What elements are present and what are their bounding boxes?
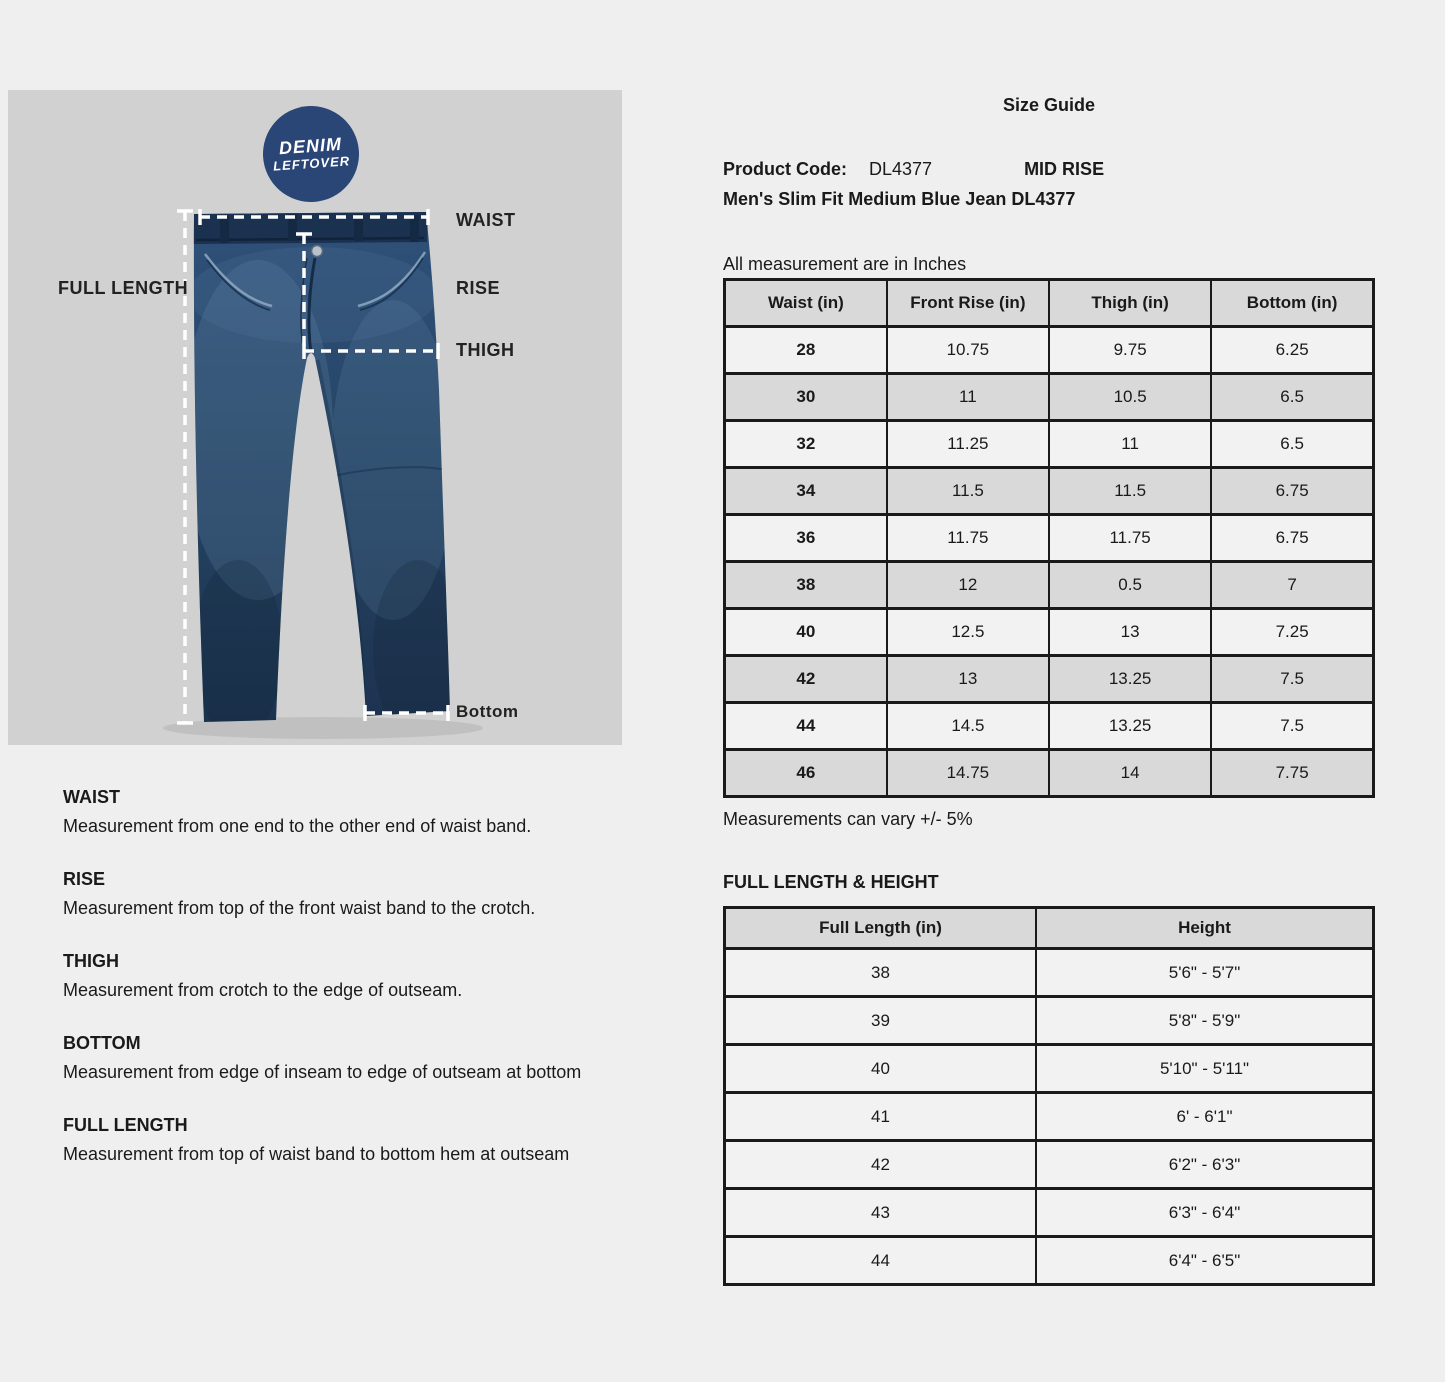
definition-term: THIGH <box>63 951 119 971</box>
table-cell: 13.25 <box>1049 703 1211 750</box>
diagram-label-rise: RISE <box>456 278 501 298</box>
table-row <box>725 1141 1374 1189</box>
table-cell: 12 <box>887 562 1049 609</box>
table-header-row <box>725 280 1374 327</box>
table-cell: 14 <box>1049 750 1211 797</box>
table-cell: 7 <box>1211 562 1373 609</box>
table-row <box>725 1093 1374 1141</box>
diagram-label-thigh: THIGH <box>456 340 515 360</box>
column-header-waist: Waist (in) <box>725 280 887 327</box>
table-cell: 41 <box>725 1093 1037 1141</box>
table-cell: 7.5 <box>1211 656 1373 703</box>
table-cell: 6.75 <box>1211 468 1373 515</box>
product-code-label: Product Code: <box>723 159 847 179</box>
table-cell: 11.5 <box>887 468 1049 515</box>
table-cell: 44 <box>725 1237 1037 1285</box>
table-cell: 14.75 <box>887 750 1049 797</box>
table-cell: 11.5 <box>1049 468 1211 515</box>
variance-note: Measurements can vary +/- 5% <box>723 809 973 829</box>
table-row <box>725 750 1374 797</box>
table-cell: 5'10" - 5'11" <box>1036 1045 1373 1093</box>
product-code-line <box>723 156 1375 182</box>
table-row <box>725 609 1374 656</box>
table-cell: 6.25 <box>1211 327 1373 374</box>
column-header-thigh: Thigh (in) <box>1049 280 1211 327</box>
page-title: Size Guide <box>1002 95 1096 115</box>
full-length-height-heading: FULL LENGTH & HEIGHT <box>723 872 939 892</box>
table-cell: 43 <box>725 1189 1037 1237</box>
table-cell: 42 <box>725 1141 1037 1189</box>
table-cell: 11.25 <box>887 421 1049 468</box>
table-cell: 5'6" - 5'7" <box>1036 949 1373 997</box>
definition-waist <box>63 784 623 842</box>
table-row <box>725 468 1374 515</box>
brand-logo-line1: DENIM <box>278 133 343 159</box>
table-cell: 44 <box>725 703 887 750</box>
column-header-full-length: Full Length (in) <box>725 908 1037 949</box>
table-cell: 6.5 <box>1211 374 1373 421</box>
table-row <box>725 1045 1374 1093</box>
diagram-label-bottom: Bottom <box>456 702 519 721</box>
table-cell: 38 <box>725 562 887 609</box>
table-cell: 6'4" - 6'5" <box>1036 1237 1373 1285</box>
rise-style-tag: MID RISE <box>1024 159 1105 179</box>
table-cell: 13.25 <box>1049 656 1211 703</box>
table-cell: 30 <box>725 374 887 421</box>
table-cell: 13 <box>887 656 1049 703</box>
table-cell: 39 <box>725 997 1037 1045</box>
table-row <box>725 949 1374 997</box>
column-header-front-rise: Front Rise (in) <box>887 280 1049 327</box>
definition-term: RISE <box>63 869 106 889</box>
table-cell: 6.75 <box>1211 515 1373 562</box>
jeans-measurement-diagram <box>8 90 622 745</box>
definition-bottom <box>63 1030 623 1088</box>
column-header-bottom: Bottom (in) <box>1211 280 1373 327</box>
table-row <box>725 562 1374 609</box>
table-cell: 10.75 <box>887 327 1049 374</box>
table-cell: 12.5 <box>887 609 1049 656</box>
table-row <box>725 1237 1374 1285</box>
diagram-label-full-length: FULL LENGTH <box>58 278 189 298</box>
table-cell: 9.75 <box>1049 327 1211 374</box>
table-header-row <box>725 908 1374 949</box>
table-cell: 34 <box>725 468 887 515</box>
table-cell: 40 <box>725 609 887 656</box>
column-header-height: Height <box>1036 908 1373 949</box>
full-length-height-table <box>723 906 1375 1286</box>
table-cell: 10.5 <box>1049 374 1211 421</box>
table-cell: 11.75 <box>1049 515 1211 562</box>
table-row <box>725 374 1374 421</box>
definition-description: Measurement from edge of inseam to edge of outseam at bottom <box>63 1062 582 1082</box>
units-note: All measurement are in Inches <box>723 254 967 274</box>
diagram-label-waist: WAIST <box>456 210 516 230</box>
table-cell: 7.75 <box>1211 750 1373 797</box>
definition-term: BOTTOM <box>63 1033 141 1053</box>
table-cell: 28 <box>725 327 887 374</box>
table-row <box>725 703 1374 750</box>
table-cell: 7.25 <box>1211 609 1373 656</box>
table-cell: 38 <box>725 949 1037 997</box>
table-cell: 6' - 6'1" <box>1036 1093 1373 1141</box>
table-cell: 11 <box>887 374 1049 421</box>
definition-rise <box>63 866 623 924</box>
measurement-definitions <box>63 784 623 1194</box>
table-cell: 32 <box>725 421 887 468</box>
definition-thigh <box>63 948 623 1006</box>
product-code-value: DL4377 <box>869 159 933 179</box>
brand-logo-line2: LEFTOVER <box>272 153 351 174</box>
table-cell: 6'3" - 6'4" <box>1036 1189 1373 1237</box>
table-cell: 0.5 <box>1049 562 1211 609</box>
table-row <box>725 656 1374 703</box>
table-cell: 46 <box>725 750 887 797</box>
size-measurements-table <box>723 278 1375 798</box>
definition-term: WAIST <box>63 787 120 807</box>
table-row <box>725 997 1374 1045</box>
definition-description: Measurement from top of waist band to bottom hem at outseam <box>63 1144 570 1164</box>
table-row <box>725 421 1374 468</box>
table-cell: 6.5 <box>1211 421 1373 468</box>
table-row <box>725 1189 1374 1237</box>
product-name: Men's Slim Fit Medium Blue Jean DL4377 <box>723 189 1076 209</box>
size-guide-panel <box>723 88 1375 1286</box>
table-cell: 6'2" - 6'3" <box>1036 1141 1373 1189</box>
table-cell: 11.75 <box>887 515 1049 562</box>
definition-description: Measurement from one end to the other end of waist band. <box>63 816 532 836</box>
table-cell: 11 <box>1049 421 1211 468</box>
table-cell: 13 <box>1049 609 1211 656</box>
table-row <box>725 515 1374 562</box>
definition-term: FULL LENGTH <box>63 1115 188 1135</box>
table-cell: 7.5 <box>1211 703 1373 750</box>
table-cell: 42 <box>725 656 887 703</box>
definition-description: Measurement from crotch to the edge of outseam. <box>63 980 463 1000</box>
definition-description: Measurement from top of the front waist band to the crotch. <box>63 898 536 918</box>
table-cell: 14.5 <box>887 703 1049 750</box>
table-cell: 36 <box>725 515 887 562</box>
table-cell: 5'8" - 5'9" <box>1036 997 1373 1045</box>
definition-full-length <box>63 1112 623 1170</box>
table-cell: 40 <box>725 1045 1037 1093</box>
table-row <box>725 327 1374 374</box>
